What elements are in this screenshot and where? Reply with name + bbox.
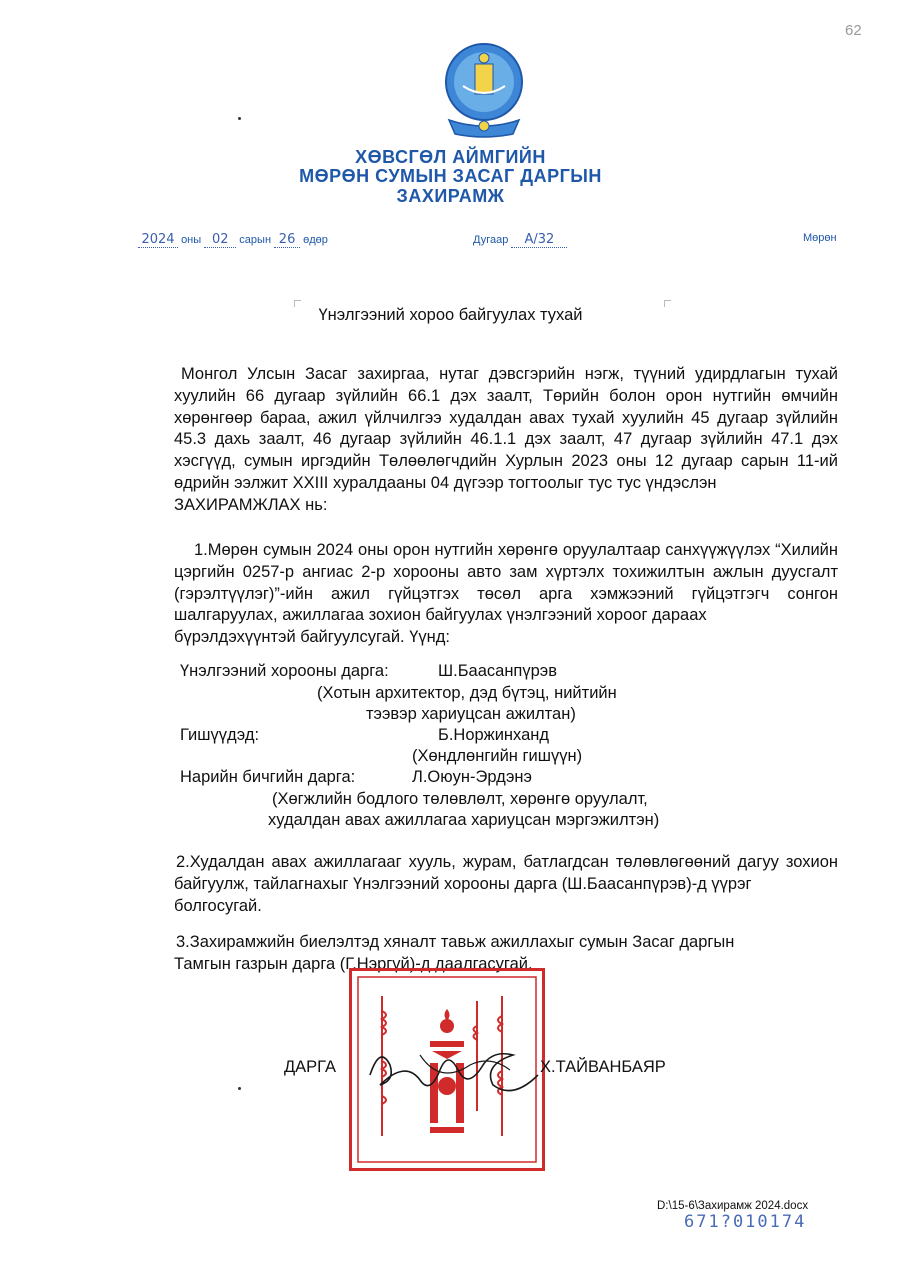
intro-decree: ЗАХИРАМЖЛАХ нь: [174,495,328,514]
signature-icon [360,1035,560,1110]
stamped-number: 671?010174 [684,1212,807,1232]
order-number: А/32 [511,232,567,248]
signatory-name: Х.ТАЙВАНБАЯР [540,1058,666,1076]
margin-dot [238,1087,241,1090]
place: Мөрөн [803,232,837,244]
item-2-body: 2.Худалдан авах ажиллагааг хууль, журам, батлагдсан төлөвлөгөөний дагуу зохион байгуулж, тайлагнахыг Үнэлгээний хорооны дарга (Ш.Баасанпүрэв)-д үүрэг [174,853,838,893]
header-title: ЗАХИРАМЖ [396,186,505,206]
intro-body: Монгол Улсын Засаг захиргаа, нутаг дэвсгэрийн нэгж, түүний удирдлагын тухай хуулийн 66 дугаар зүйлийн 66.1 дэх заалт, Төрийн болон орон нутгийн өмчийн хөрөнгөөр бараа, ажил үйлчилгээ худалдан авах тухай хуулийн 45 дугаар зүйлийн 45.3 дахь заалт, 46 дугаар зүйлийн 46.1.1 дэх заалт, 47 дугаар зүйлийн 47.1 дэх хэсгүүд, сумын иргэдийн Төлөөлөгчдийн Хурлын 2023 оны 12 дугаар сарын 11-ий өдрийн ээлжит XXIII хуралдааны 04 дүгээр тогтоолыг тус тус үндэслэн [174,365,838,492]
chair-role-2: тээвэр хариуцсан ажилтан) [366,705,576,723]
item-1-body: 1.Мөрөн сумын 2024 оны орон нутгийн хөрөнгө оруулалтаар санхүүжүүлэх “Хилийн цэргийн 0257-р ангиас 2-р хорооны авто зам хүртэлх тохижилтын ажлын дуусгалт (гэрэлтүүлэг)”-ийн ажил гүйцэтгэх төсөл арга хэмжээний гүйцэтгэгч сонгон шалгаруулах, ажиллагаа зохион байгуулах үнэлгээний хороог дараах [174,541,838,625]
header-line-1: ХӨВСГӨЛ АЙМГИЙН [355,147,546,167]
page-number: 62 [845,22,862,39]
file-path: D:\15-6\Захирамж 2024.docx [657,1200,809,1212]
chair-name: Ш.Баасанпүрэв [438,662,557,680]
order-number-label: Дугаар [473,234,509,246]
chair-label: Үнэлгээний хорооны дарга: [180,662,389,680]
secretary-label: Нарийн бичгийн дарга: [180,768,356,786]
state-emblem-icon [441,40,527,140]
item-2-paragraph [174,852,838,917]
secretary-name: Л.Оюун-Эрдэнэ [412,768,532,786]
date-month-label: сарын [239,234,272,246]
item-3-last: Тамгын газрын дарга (Г.Нэргүй)-д даалгасугай. [174,954,533,973]
secretary-role-1: (Хөгжлийн бодлого төлөвлөлт, хөрөнгө оруулалт, [272,790,648,808]
member-name: Б.Норжинханд [438,726,550,744]
document-title: Үнэлгээний хороо байгуулах тухай [318,306,583,324]
member-role: (Хөндлөнгийн гишүүн) [412,747,583,765]
date-line [138,232,328,248]
member-label: Гишүүдэд: [180,726,260,744]
signature-title: ДАРГА [284,1058,337,1076]
chair-role-1: (Хотын архитектор, дэд бүтэц, нийтийн [317,684,617,702]
date-day-label: өдөр [303,234,328,246]
item-2-last: болгосугай. [174,896,262,915]
date-year-label: оны [181,234,202,246]
item-1-last: бүрэлдэхүүнтэй байгуулсугай. Үүнд: [174,628,450,647]
date-month: 02 [204,232,236,248]
item-3-body: 3.Захирамжийн биелэлтэд хяналт тавьж ажиллахыг сумын Засаг даргын [176,933,735,951]
intro-paragraph [174,364,838,517]
date-day: 26 [274,232,300,248]
header-line-2: МӨРӨН СУМЫН ЗАСАГ ДАРГЫН [299,166,602,186]
margin-dot [238,117,241,120]
order-number-line [473,232,567,248]
secretary-role-2: худалдан авах ажиллагаа хариуцсан мэргэжилтэн) [268,811,660,829]
date-year: 2024 [138,232,178,248]
item-1-paragraph [174,540,838,649]
